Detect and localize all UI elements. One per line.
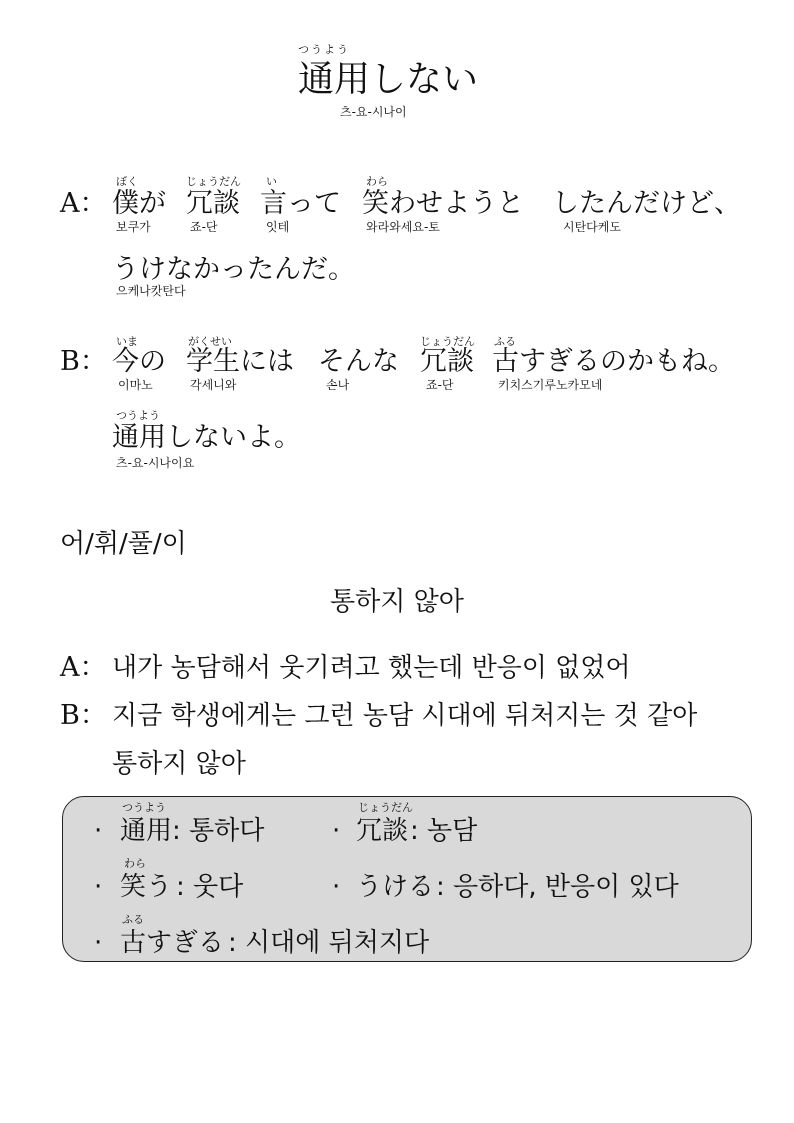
translation-title: 통하지 않아	[330, 587, 464, 617]
vocab-ruby: つうよう	[122, 801, 166, 814]
kor-ukenakattanda: 으케나캇탄다	[116, 284, 186, 298]
ruby-wara: わら	[366, 175, 388, 188]
kor-shitandakedo: 시탄다케도	[563, 220, 621, 234]
vocab-meaning: : 통하다	[172, 816, 265, 846]
ruby-gakusei: がくせい	[188, 335, 232, 348]
speaker-b-label: B：	[60, 346, 107, 377]
kor-imano: 이마노	[118, 378, 153, 392]
translation-a-text: 내가 농담해서 웃기려고 했는데 반응이 없었어	[112, 653, 631, 683]
word-imano: 今の	[112, 346, 166, 377]
kor-joudan: 죠-단	[190, 220, 218, 234]
translation-b-text2: 통하지 않아	[112, 749, 246, 779]
ruby-tsuuyou: つうよう	[116, 409, 160, 422]
kor-furusugiru: 키치스기루노카모네	[498, 378, 603, 392]
translation-b-text: 지금 학생에게는 그런 농담 시대에 뒤처지는 것 같아	[112, 701, 698, 731]
ruby-boku: ぼく	[116, 175, 138, 188]
vocab-word: 冗談	[356, 816, 409, 846]
ruby-i: い	[266, 175, 277, 188]
vocab-bullet: ·	[94, 816, 103, 846]
word-bokuga: 僕が	[112, 188, 166, 219]
vocab-bullet: ·	[94, 928, 103, 958]
ruby-ima: いま	[116, 335, 138, 348]
ruby-furu: ふる	[494, 335, 516, 348]
vocab-heading: 어/휘/풀/이	[60, 529, 187, 559]
vocab-meaning: : 농담	[410, 816, 478, 846]
vocab-word: 笑う	[120, 872, 173, 902]
translation-b-label: B：	[60, 700, 107, 731]
vocab-word: 古すぎる	[120, 928, 225, 958]
page-title: 通用しない	[298, 59, 479, 100]
word-furusugiru: 古すぎるのかもね。	[492, 346, 735, 377]
kor-warawaseyouto: 와라와세요-토	[366, 220, 440, 234]
word-ukenakattanda: うけなかったんだ。	[112, 254, 355, 285]
kor-itte: 잇테	[266, 220, 290, 234]
word-joudan: 冗談	[186, 188, 240, 219]
word-sonna: そんな	[318, 346, 399, 377]
translation-a-label: A：	[60, 652, 107, 683]
title-reading: 츠-요-시나이	[340, 105, 407, 119]
vocab-ruby: ふる	[122, 913, 144, 926]
word-itte: 言って	[260, 188, 341, 219]
vocab-meaning: : 시대에 뒤처지다	[228, 928, 430, 958]
speaker-a-label: A：	[60, 188, 107, 219]
vocab-word: 通用	[120, 816, 173, 846]
word-tsuuyoushinaiyo: 通用しないよ。	[112, 422, 301, 453]
kor-bokuga: 보쿠가	[116, 220, 151, 234]
word-gakuseiniwa: 学生には	[186, 346, 294, 377]
vocab-bullet: ·	[332, 816, 341, 846]
vocab-bullet: ·	[332, 872, 341, 902]
vocab-meaning: : 응하다, 반응이 있다	[436, 872, 679, 902]
vocab-ruby: じょうだん	[358, 801, 413, 814]
word-warawaseyouto: 笑わせようと	[362, 188, 524, 219]
title-ruby: つうよう	[298, 43, 350, 56]
ruby-joudan-b: じょうだん	[420, 335, 475, 348]
ruby-joudan: じょうだん	[186, 175, 241, 188]
kor-tsuuyoushinaiyo: 츠-요-시나이요	[116, 456, 195, 470]
vocab-meaning: : 웃다	[176, 872, 244, 902]
kor-gakuseiniwa: 각세니와	[190, 378, 237, 392]
vocab-bullet: ·	[94, 872, 103, 902]
word-joudan-b: 冗談	[420, 346, 474, 377]
word-shitandakedo: したんだけど、	[552, 188, 741, 219]
kor-sonna: 손나	[326, 378, 350, 392]
vocab-ruby: わら	[124, 857, 146, 870]
kor-joudan-b: 죠-단	[426, 378, 454, 392]
vocab-word: うける	[356, 872, 435, 902]
